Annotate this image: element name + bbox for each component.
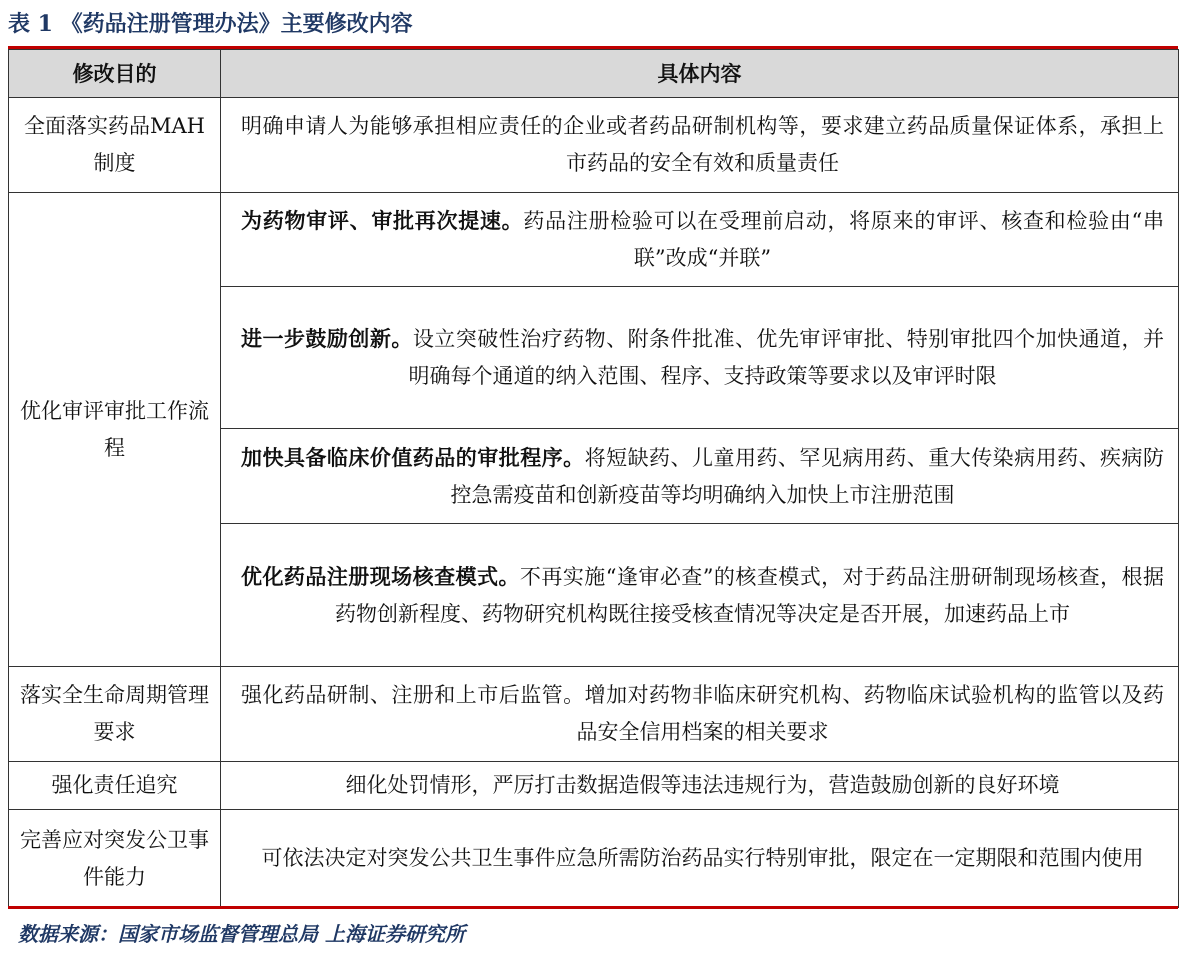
table-row [9,98,1179,193]
header-purpose: 修改目的 [9,50,221,98]
content-highlight: 加快具备临床价值药品的审批程序。 [241,444,585,470]
content-cell [221,193,1179,287]
header-row [9,50,1179,98]
content-cell [221,429,1179,524]
table-title: 表 1 《药品注册管理办法》主要修改内容 [8,11,413,37]
content-cell [221,667,1179,762]
content-text: 将短缺药、儿童用药、罕见病用药、重大传染病用药、疾病防控急需疫苗和创新疫苗等均明确纳入加快上市注册范围 [450,445,1165,507]
content-text: 可依法决定对突发公共卫生事件应急所需防治药品实行特别审批，限定在一定期限和范围内使用 [261,846,1144,870]
content-text: 强化药品研制、注册和上市后监管。增加对药物非临床研究机构、药物临床试验机构的监管以及药品安全信用档案的相关要求 [241,683,1164,744]
content-text: 药品注册检验可以在受理前启动，将原来的审评、核查和检验由“串联”改成“并联” [523,209,1165,270]
source-note: 数据来源：国家市场监督管理总局 上海证券研究所 [18,922,465,946]
purpose-cell: 完善应对突发公卫事件能力 [9,810,221,908]
content-text: 明确申请人为能够承担相应责任的企业或者药品研制机构等，要求建立药品质量保证体系，承担上市药品的安全有效和质量责任 [241,114,1164,175]
purpose-cell: 优化审评审批工作流程 [9,193,221,667]
content-text: 不再实施“逢审必查”的核查模式，对于药品注册研制现场核查，根据药物创新程度、药物研究机构既往接受核查情况等决定是否开展，加速药品上市 [335,564,1164,626]
content-cell [221,98,1179,193]
table-row [9,193,1179,287]
content-cell [221,762,1179,810]
purpose-cell: 强化责任追究 [9,762,221,810]
content-highlight: 优化药品注册现场核查模式。 [241,563,520,589]
bottom-rule [8,906,1178,909]
table-row [9,667,1179,762]
content-cell [221,524,1179,667]
table-row [9,762,1179,810]
table-row [9,810,1179,908]
purpose-cell: 落实全生命周期管理要求 [9,667,221,762]
revision-table [8,49,1179,908]
content-cell [221,810,1179,908]
content-text: 设立突破性治疗药物、附条件批准、优先审评审批、特别审批四个加快通道，并明确每个通道的纳入范围、程序、支持政策等要求以及审评时限 [408,327,1164,388]
header-content: 具体内容 [221,50,1179,98]
content-highlight: 进一步鼓励创新。 [241,326,413,351]
content-text: 细化处罚情形，严厉打击数据造假等违法违规行为，营造鼓励创新的良好环境 [345,773,1060,797]
content-highlight: 为药物审评、审批再次提速。 [241,208,524,233]
content-cell [221,287,1179,429]
purpose-cell: 全面落实药品MAH 制度 [9,98,221,193]
